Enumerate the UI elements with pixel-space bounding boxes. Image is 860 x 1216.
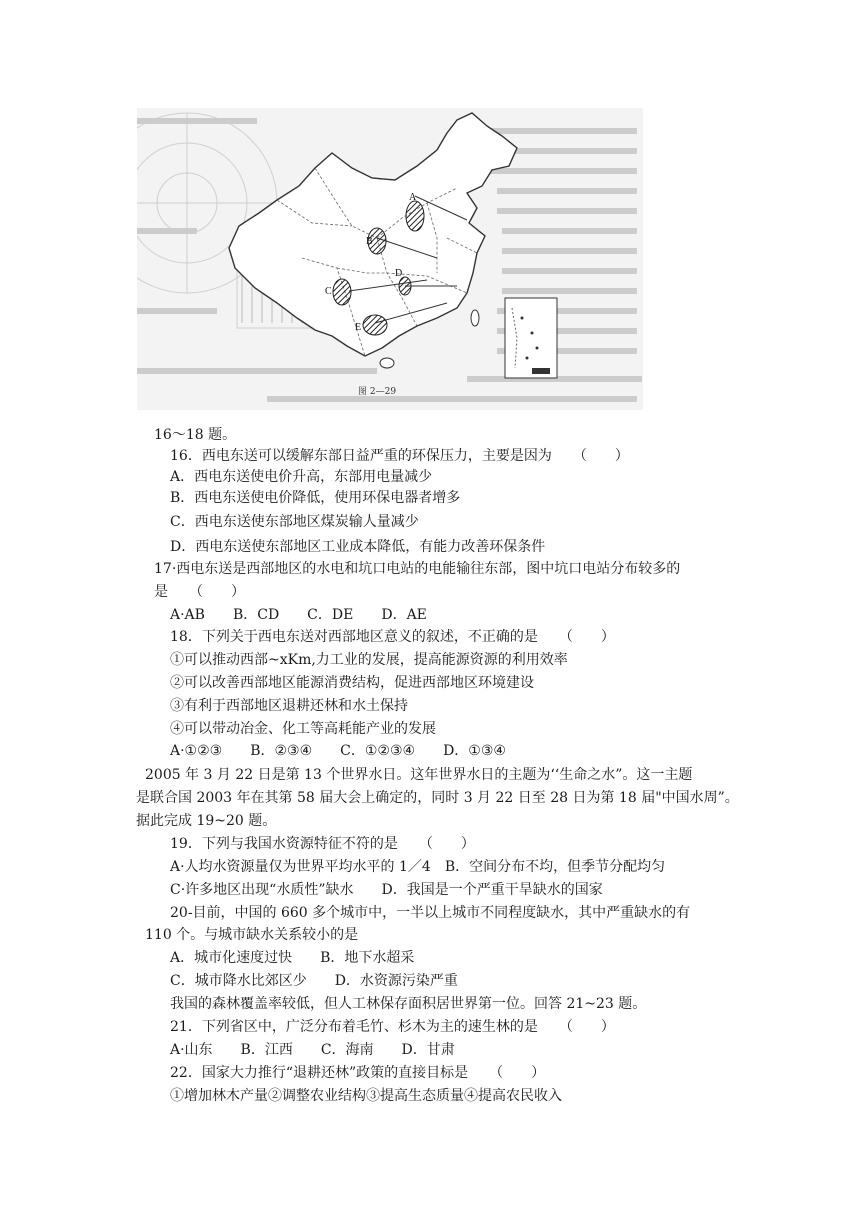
text-line: 据此完成 19~20 题。	[136, 813, 277, 829]
text-line: ①可以推动西部~xKm,力工业的发展，提高能源资源的利用效率	[170, 652, 568, 668]
text-line: A·人均水资源量仅为世界平均水平的 1／4 B．空间分布不均，但季节分配均匀	[170, 859, 666, 875]
region-label-b: B	[366, 236, 373, 247]
text-line: A．西电东送使电价升高，东部用电量减少	[170, 469, 433, 485]
figure-caption: 图 2—29	[358, 387, 397, 397]
text-line: 18．下列关于西电东送对西部地区意义的叙述，不正确的是 （ ）	[170, 629, 615, 645]
text-line: 2005 年 3 月 22 日是第 13 个世界水日。这年世界水日的主题为‘‘生命之水”。这一主题	[145, 767, 693, 783]
text-line: B．西电东送使电价降低，使用环保电器者增多	[170, 490, 461, 506]
text-line: ④可以带动冶金、化工等高耗能产业的发展	[170, 721, 436, 737]
text-line: 16．西电东送可以缓解东部日益严重的环保压力，主要是因为 （ ）	[170, 448, 629, 464]
text-line: C．城市降水比郊区少 D．水资源污染严重	[170, 973, 458, 989]
text-line: C·许多地区出现“水质性”缺水 D．我国是一个严重干旱缺水的国家	[170, 882, 603, 898]
text-line: 是联合国 2003 年在其第 58 届大会上确定的，同时 3 月 22 日至 28 日为第 18 届"中国水周”。	[136, 790, 739, 806]
text-line: ②可以改善西部地区能源消费结构，促进西部地区环境建设	[170, 675, 534, 691]
text-line: 是 （ ）	[154, 584, 245, 600]
china-map-image	[137, 108, 643, 410]
text-line: C．西电东送使东部地区煤炭输人量减少	[170, 514, 419, 530]
text-line: 21．下列省区中，广泛分布着毛竹、杉木为主的速生林的是 （ ）	[170, 1019, 615, 1035]
text-line: 17·西电东送是西部地区的水电和坑口电站的电能输往东部，图中坑口电站分布较多的	[154, 561, 681, 577]
text-line: A·①②③ B．②③④ C．①②③④ D．①③④	[170, 743, 506, 759]
text-line: 110 个。与城市缺水关系较小的是	[145, 927, 359, 943]
text-line: ③有利于西部地区退耕还林和水土保持	[170, 698, 408, 714]
text-line: A·AB B．CD C．DE D．AE	[170, 607, 427, 623]
text-line: 19．下列与我国水资源特征不符的是 （ ）	[170, 836, 475, 852]
text-line: 我国的森林覆盖率较低，但人工林保存面积居世界第一位。回答 21~23 题。	[170, 996, 647, 1012]
text-line: 20-目前，中国的 660 多个城市中，一半以上城市不同程度缺水，其中严重缺水的有	[170, 905, 691, 921]
text-line: 16～18 题。	[154, 427, 237, 443]
region-label-a: A	[409, 192, 417, 203]
map-figure	[137, 108, 643, 410]
text-line: ①增加林木产量②调整农业结构③提高生态质量④提高农民收入	[170, 1088, 562, 1104]
text-line: A·山东 B．江西 C．海南 D．甘肃	[170, 1042, 455, 1058]
text-line: D．西电东送使东部地区工业成本降低，有能力改善环保条件	[170, 539, 546, 555]
text-line: A．城市化速度过快 B．地下水超采	[170, 950, 415, 966]
region-label-e: E	[355, 322, 362, 333]
text-line: 22．国家大力推行“退耕还林”政策的直接目标是 （ ）	[170, 1065, 546, 1081]
region-label-c: C	[325, 286, 332, 297]
region-label-d: D	[395, 268, 403, 279]
